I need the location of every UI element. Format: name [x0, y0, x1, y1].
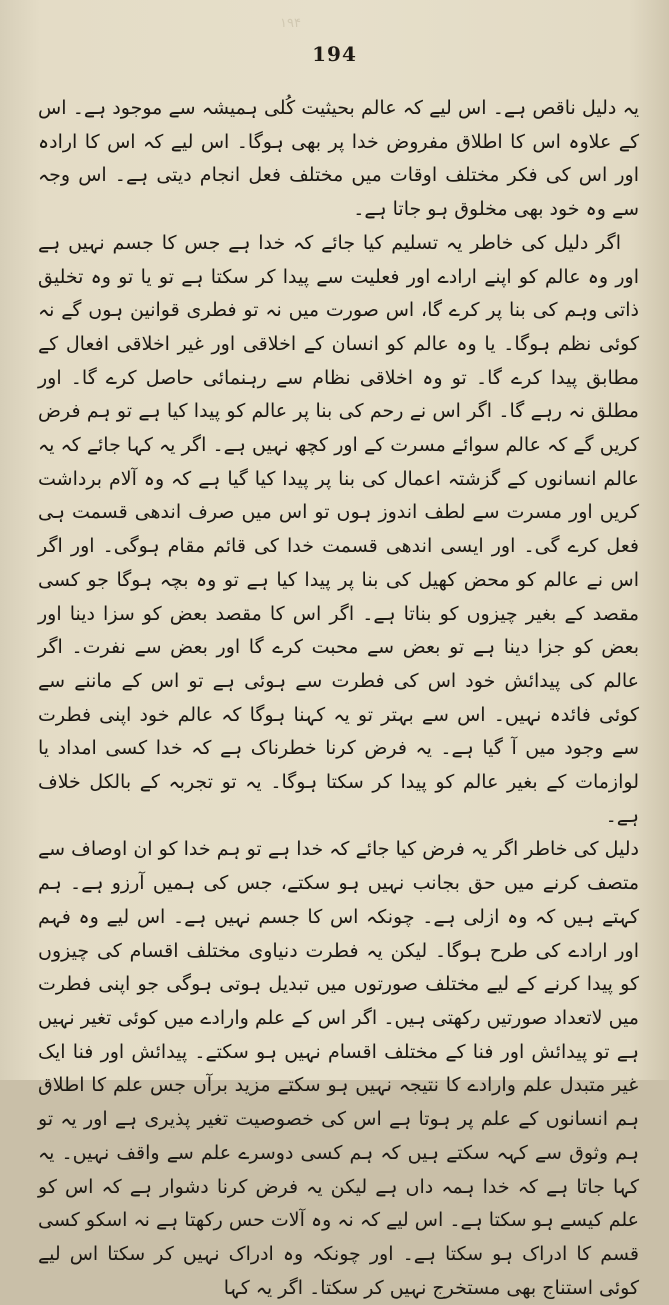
text-line: دلیل کی خاطر اگر یہ فرض کیا جائے کہ خدا ہے تو ہم خدا کو ان اوصاف سے متصف کرنے	[38, 838, 639, 895]
text-line: رکھتی ہیں۔ اگر اس کے علم وارادے میں کوئی تغیر نہیں ہے تو پیدائش اور فنا کے مختلف اقسام نہیں	[38, 1006, 639, 1063]
text-line: مفروض خدا پر بھی ہوگا۔ اس لیے کہ اس کا ارادہ اور اس کی فکر مختلف اوقات میں مختلف فعل انجام	[38, 130, 639, 187]
text-line: ہیں کہ ہم کسی دوسرے علم سے واقف نہیں۔ یہ کہا جاتا ہے کہ خدا ہمہ داں ہے لیکن یہ فرض کرنا دشوار	[38, 1141, 639, 1198]
body-text	[38, 92, 639, 1305]
text-line: بعض سے نفرت۔ اگر عالم کی پیدائش خود اس کی فطرت سے ہوئی ہے تو اس کے ماننے سے کوئی فائدہ	[38, 636, 639, 726]
text-line: ہو سکتا ہے۔ اور چونکہ وہ ادراک نہیں کر سکتا اس لیے کوئی استناج بھی مستخرج نہیں کر سکتا۔ اگر یہ کہا	[38, 1242, 639, 1299]
text-line: ہو سکتے۔ پیدائش اور فنا ایک غیر متبدل علم وارادے کا نتیجہ نہیں ہو سکتے مزید برآں جس علم کا اطلاق	[38, 1040, 639, 1097]
paragraph-1	[38, 92, 639, 227]
text-line: یہ دلیل ناقص ہے۔ اس لیے کہ عالم بحیثیت کُلی ہمیشہ سے موجود ہے۔ اس کے علاوہ اس کا اطلاق	[38, 97, 639, 153]
text-line: قوانین ہوں گے نہ کوئی نظم ہوگا۔ یا وہ عالم کو انسان کے اخلاقی اور غیر اخلاقی افعال کے مطابق پیدا	[38, 299, 639, 389]
text-line: لطف اندوز ہوں تو اس میں صرف اندھی قسمت ہی فعل کرے گی۔ اور ایسی اندھی قسمت خدا کی قائم	[38, 501, 639, 558]
text-line: اگر دلیل کی خاطر یہ تسلیم کیا جائے کہ خدا ہے جس کا جسم نہیں ہے اور وہ عالم کو اپنے ارادے	[38, 231, 639, 288]
text-line: ہے کہ اس کو علم کیسے ہو سکتا ہے۔ اس لیے کہ نہ وہ آلات حس رکھتا ہے نہ اسکو کسی قسم کا ادراک	[38, 1175, 639, 1265]
text-line: ہے کہ خدا کسی امداد یا لوازمات کے بغیر عالم کو پیدا کر سکتا ہوگا۔ یہ تو تجربہ کے بالکل خلاف ہے۔	[38, 737, 639, 827]
text-line: کہ یہ عالم انسانوں کے گزشتہ اعمال کی بنا پر پیدا کیا گیا ہے کہ وہ آلام برداشت کریں اور مسرت سے	[38, 434, 639, 524]
text-line: کو بناتا ہے۔ اگر اس کا مقصد بعض کو سزا دینا اور بعض کو جزا دینا ہے تو بعض سے محبت کرے گا اور	[38, 602, 639, 659]
paragraph-3	[38, 833, 639, 1305]
text-line: چیزوں کو پیدا کرنے کے لیے مختلف صورتوں میں تبدیل ہوتی ہوگی جو اپنی فطرت میں لاتعداد صورتیں	[38, 939, 639, 1029]
text-line: مقام ہوگی۔ اور اگر اس نے عالم کو محض کھیل کی بنا پر پیدا کیا ہے تو وہ بچہ ہوگا جو کسی مقصد کے بغیر چیزوں	[38, 535, 639, 625]
text-line: دیتی ہے۔ اس وجہ سے وہ خود بھی مخلوق ہو جاتا ہے۔	[38, 164, 639, 221]
text-line: جسم نہیں ہے۔ اس لیے وہ فہم اور ارادے کی طرح ہوگا۔ لیکن یہ فطرت دنیاوی مختلف اقسام کی	[38, 905, 639, 962]
paragraph-2	[38, 227, 639, 834]
text-line: کرے گا۔ تو وہ اخلاقی نظام سے رہنمائی حاصل کرے گا۔ اور مطلق نہ رہے گا۔ اگر اس نے رحم کی بنا	[38, 366, 639, 423]
text-line: ہم انسانوں کے علم پر ہوتا ہے اس کی خصوصیت تغیر پذیری ہے اور یہ تو ہم وثوق سے کہہ سکتے	[38, 1108, 639, 1164]
text-line: میں حق بجانب نہیں ہو سکتے، جس کی ہمیں آرزو ہے۔ ہم کہتے ہیں کہ وہ ازلی ہے۔ چونکہ اس کا	[38, 872, 640, 928]
text-line: پر عالم کو پیدا کیا ہے تو ہم فرض کریں گے کہ عالم سوائے مسرت کے اور کچھ نہیں ہے۔ اگر یہ کہا جائے	[38, 400, 640, 457]
text-line: نہیں۔ اس سے بہتر تو یہ کہنا ہوگا کہ عالم خود اپنی فطرت سے وجود میں آ گیا ہے۔ یہ فرض کرنا خطرناک	[38, 703, 639, 760]
text-line: اور فعلیت سے پیدا کر سکتا ہے تو یا تو وہ تخلیق ذاتی وہم کی بنا پر کرے گا، اس صورت میں نہ تو فطری	[38, 265, 639, 322]
show-through-page-number: ۱۹۴	[280, 16, 301, 31]
page-number: 194	[312, 42, 357, 66]
